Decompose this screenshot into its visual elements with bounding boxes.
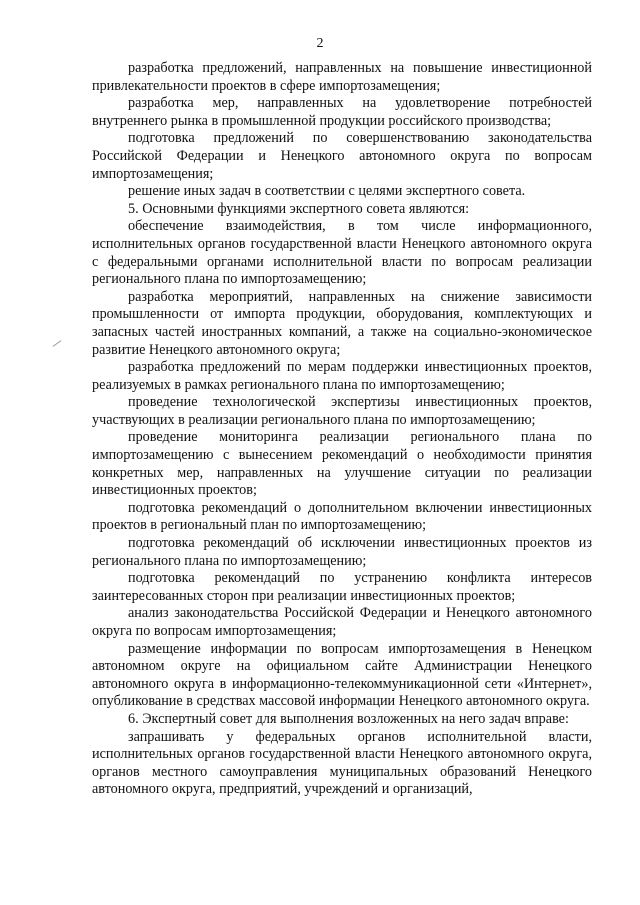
- paragraph-technological-expertise: проведение технологической экспертизы инвестиционных проектов, участвующих в реализации регионального плана по импортозамещению;: [92, 394, 592, 428]
- paragraph-legislation-analysis: анализ законодательства Российской Федерации и Ненецкого автономного округа по вопросам импортозамещения;: [92, 605, 592, 639]
- paragraph-import-dependence: разработка мероприятий, направленных на снижение зависимости промышленности от импорта продукции, оборудования, комплектующих и запасных частей иностранных компаний, а также на социально-экономическое развитие Ненецкого автономного округа;: [92, 288, 592, 358]
- paragraph-monitoring: проведение мониторинга реализации регионального плана по импортозамещению с вынесением рекомендаций о необходимости принятия конкретных мер, направленных на улучшение ситуации по реализации инвестиционных проектов;: [92, 429, 592, 499]
- paragraph-support-measures: разработка предложений по мерам поддержки инвестиционных проектов, реализуемых в рамках регионального плана по импортозамещению;: [92, 359, 592, 393]
- paragraph-conflict-of-interest: подготовка рекомендаций по устранению конфликта интересов заинтересованных сторон при реализации инвестиционных проектов;: [92, 570, 592, 604]
- document-body: [92, 60, 592, 799]
- paragraph-domestic-market-needs: разработка мер, направленных на удовлетворение потребностей внутреннего рынка в промышленной продукции российского производства;: [92, 95, 592, 129]
- paragraph-interaction: обеспечение взаимодействия, в том числе информационного, исполнительных органов государственной власти Ненецкого автономного округа с федеральными органами исполнительной власти по вопросам реализации регионального плана по импортозамещению;: [92, 218, 592, 288]
- paragraph-inclusion-recommendations: подготовка рекомендаций о дополнительном включении инвестиционных проектов в региональный план по импортозамещению;: [92, 499, 592, 534]
- paragraph-exclusion-recommendations: подготовка рекомендаций об исключении инвестиционных проектов из регионального плана по импортозамещению;: [92, 535, 592, 569]
- margin-mark: [53, 340, 62, 347]
- paragraph-legislation-improvement: подготовка предложений по совершенствованию законодательства Российской Федерации и Ненецкого автономного округа по вопросам импортозамещения;: [92, 130, 592, 182]
- paragraph-other-tasks: решение иных задач в соответствии с целями экспертного совета.: [128, 183, 526, 200]
- paragraph-investment-attractiveness: разработка предложений, направленных на повышение инвестиционной привлекательности проектов в сфере импортозамещения;: [92, 60, 592, 94]
- paragraph-section-5-heading: 5. Основными функциями экспертного совета являются:: [128, 200, 470, 217]
- paragraph-information-publishing: размещение информации по вопросам импортозамещения в Ненецком автономном округе на официальном сайте Администрации Ненецкого автономного округа в информационно-телекоммуникационной сети «Интернет», опубликование в средствах массовой информации Ненецкого автономного округа.: [92, 640, 592, 710]
- paragraph-section-6-heading: 6. Экспертный совет для выполнения возложенных на него задач вправе:: [128, 710, 569, 727]
- paragraph-requests: запрашивать у федеральных органов исполнительной власти, исполнительных органов государственной власти Ненецкого автономного округа, органов местного самоуправления муниципальных образований Ненецкого автономного округа, предприятий, учреждений и организаций,: [92, 728, 592, 798]
- page-number: 2: [316, 36, 324, 51]
